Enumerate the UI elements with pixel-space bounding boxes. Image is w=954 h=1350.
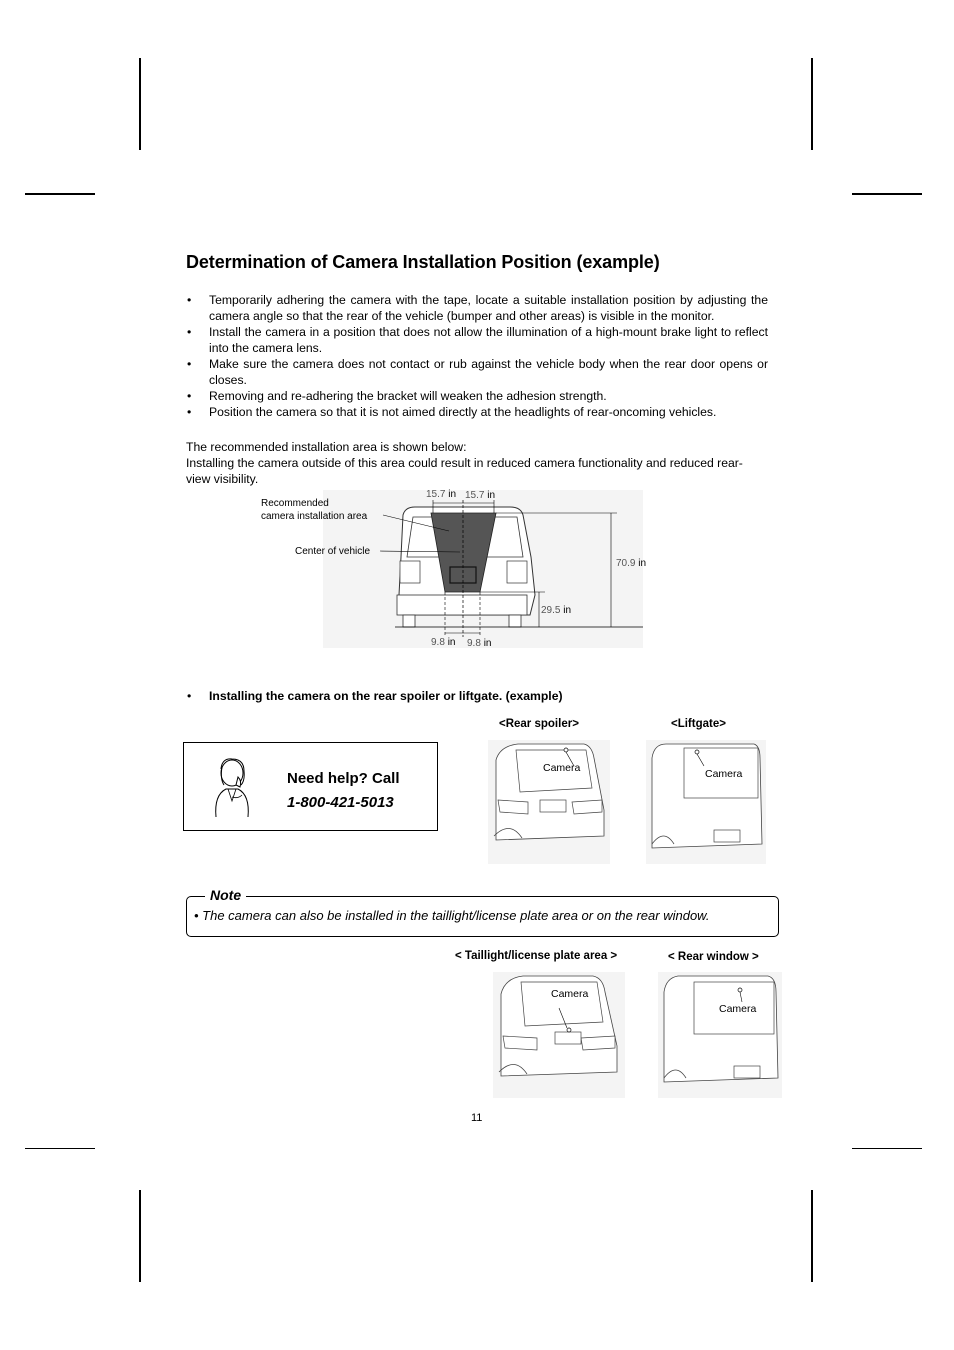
camera-label: Camera <box>705 768 743 780</box>
phone-person-icon <box>208 755 258 819</box>
camera-label: Camera <box>719 1003 757 1015</box>
dimension-label <box>541 605 571 616</box>
note-text: • The camera can also be installed in the taillight/license plate area or on the rear window. <box>194 908 710 923</box>
crop-mark <box>139 1190 141 1282</box>
dimension-unit: in <box>447 637 456 648</box>
spoiler-liftgate-heading-text: Installing the camera on the rear spoiler or liftgate. (example) <box>209 689 563 703</box>
crop-mark <box>852 193 922 195</box>
dimension-unit: in <box>483 638 492 649</box>
dimension-label <box>616 558 646 569</box>
dimension-value: 9.8 <box>467 638 481 649</box>
crop-mark <box>811 1190 813 1282</box>
crop-mark <box>25 1148 95 1149</box>
dimension-unit: in <box>563 605 572 616</box>
intro-line: Installing the camera outside of this area could result in reduced camera functionality and reduced rear-view visibility. <box>186 456 743 486</box>
rear-window-illustration <box>658 972 782 1098</box>
note-title: Note <box>205 887 246 903</box>
help-line: Need help? Call <box>287 770 400 787</box>
recommended-area-label-line: Recommended <box>261 498 329 509</box>
list-item: • Temporarily adhering the camera with the tape, locate a suitable installation position by adjusting the camera angle so that the rear of the vehicle (bumper and other areas) is visible in the monitor. <box>186 292 768 324</box>
list-item: • Removing and re-adhering the bracket will weaken the adhesion strength. <box>186 388 768 404</box>
page-title: Determination of Camera Installation Position (example) <box>186 252 660 272</box>
taillight-caption: < Taillight/license plate area > <box>455 950 618 962</box>
camera-label: Camera <box>543 762 581 774</box>
dimension-value: 15.7 <box>426 489 446 500</box>
spoiler-liftgate-heading <box>186 689 563 703</box>
center-of-vehicle-label: Center of vehicle <box>295 546 371 557</box>
dimension-label <box>465 490 495 501</box>
help-text <box>287 767 400 815</box>
dimension-value: 70.9 <box>616 558 636 569</box>
liftgate-illustration <box>646 740 766 864</box>
help-box <box>183 742 438 831</box>
recommended-area-label <box>261 497 367 523</box>
help-phone-number: 1-800-421-5013 <box>287 794 394 811</box>
crop-mark <box>25 193 95 195</box>
list-item: • Position the camera so that it is not aimed directly at the headlights of rear-oncoming vehicles. <box>186 404 768 420</box>
page-number: 11 <box>471 1112 483 1124</box>
dimension-value: 29.5 <box>541 605 561 616</box>
liftgate-caption: <Liftgate> <box>671 718 726 730</box>
crop-mark <box>852 1148 922 1149</box>
dimension-unit: in <box>448 489 457 500</box>
crop-mark <box>811 58 813 150</box>
note-box <box>186 887 779 937</box>
list-item: • Make sure the camera does not contact or rub against the vehicle body when the rear door opens or closes. <box>186 356 768 388</box>
dimension-unit: in <box>487 490 496 501</box>
rear-spoiler-illustration <box>488 740 610 864</box>
list-item: • Install the camera in a position that does not allow the illumination of a high-mount brake light to reflect into the camera lens. <box>186 324 768 356</box>
intro-text <box>186 439 756 487</box>
dimension-value: 9.8 <box>431 637 445 648</box>
dimension-label <box>431 637 455 648</box>
instruction-list <box>186 292 768 420</box>
crop-mark <box>139 58 141 150</box>
rear-spoiler-caption: <Rear spoiler> <box>499 718 579 730</box>
intro-line: The recommended installation area is shown below: <box>186 440 467 454</box>
recommended-area-label-line: camera installation area <box>261 511 368 522</box>
camera-label: Camera <box>551 988 589 1000</box>
installation-area-diagram <box>255 485 647 655</box>
rear-window-caption: < Rear window > <box>668 951 759 963</box>
dimension-label <box>426 489 456 500</box>
dimension-unit: in <box>638 558 647 569</box>
dimension-label <box>467 638 491 649</box>
dimension-value: 15.7 <box>465 490 485 501</box>
